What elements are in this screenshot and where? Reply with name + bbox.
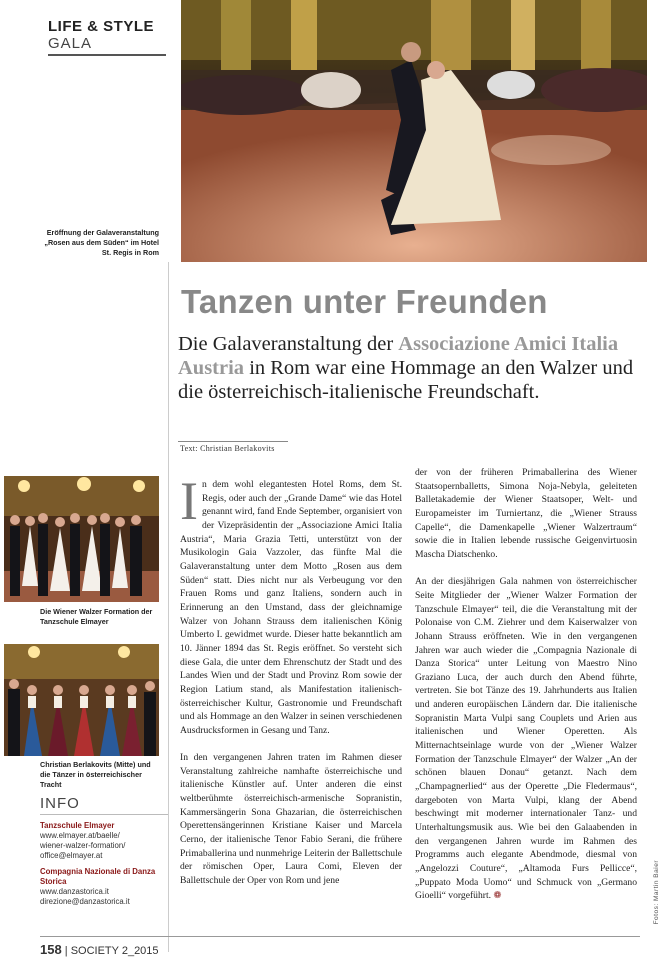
body-paragraph: der von der früheren Primaballerina des Wiener Staatsopernballetts, Simona Noja-Nebyla, geleiteten Balletakademie der Wiener Staatsoper, Welt- und Europameister im Turniertanz, die „Wiener Strauss Capelle“, die Damenkapelle „Wiener Walzertraum“ sowie die in Italien lebende russische Geigenvirtuosin Mascha Diatschenko. — [415, 467, 637, 560]
body-column-2 — [415, 466, 637, 917]
section-rule — [48, 54, 166, 56]
end-mark-icon: ❁ — [493, 890, 502, 902]
body-paragraph — [415, 575, 637, 903]
article-headline: Tanzen unter Freunden — [181, 283, 548, 320]
drop-cap: I — [180, 471, 198, 531]
deck-part2: in Rom war eine Hommage an den Walzer und die österreichisch-italienische Freundschaft. — [178, 357, 634, 403]
footer-rule — [40, 936, 640, 937]
page-number: 158 — [40, 942, 62, 957]
folio-separator: | — [64, 945, 71, 957]
photo-credit: Fotos: Martin Baier — [653, 860, 660, 925]
info-email[interactable]: direzione@danzastorica.it — [40, 897, 130, 906]
info-org: Tanzschule Elmayer — [40, 821, 115, 830]
author-credit: Text: Christian Berlakovits — [180, 444, 275, 453]
info-email[interactable]: office@elmayer.at — [40, 851, 103, 860]
magazine-issue: SOCIETY 2_2015 — [70, 945, 159, 957]
hero-caption: Eröffnung der Galaveranstaltung „Rosen aus dem Süden“ im Hotel St. Regis in Rom — [44, 228, 159, 257]
credit-rule — [178, 441, 288, 442]
paragraph-text: n dem wohl elegantesten Hotel Roms, dem St. Regis, oder auch der „Grande Dame“ wie das Hotel genannt wird, fand Ende September, organisiert von der Vizepräsidentin der „Associazione Amici Italia Austria“, Maria Grazia Tetti, unterstützt von der Musikologin Gaia Vazzoler, das fünfte Mal die Galaveranstaltung unter dem Motto „Rosen aus dem Süden“ statt. Dies nicht nur als Verbeugung vor den Frauen Roms und ganz Italiens, sondern auch in Erinnerung an den Umstand, dass der gleichnamige Walzer von Johann Strauss dem italienischen König Umberto I. gewidmet wurde. Dieser hatte bekanntlich am 10. Jänner 1894 das St. Regis eröffnet. So versteht sich diese Gala, die unter dem Ehrenschutz der Stadt und des Landes Wien und der Stadt und Provinz Rom sowie der Region Latium stand, als Manifestation italienisch-österreichischer Kultur, Gastronomie und Freundschaft und als Hommage an den Walzer in seinen verschiedenen Ausdrucksformen in Gesang und Tanz. — [180, 479, 402, 736]
info-box — [40, 795, 168, 907]
section-kicker: LIFE & STYLE — [48, 18, 155, 35]
column-divider — [168, 262, 169, 952]
info-link[interactable]: www.elmayer.at/baelle/ — [40, 831, 120, 840]
page-folio — [40, 942, 159, 957]
paragraph-text: An der diesjährigen Gala nahmen von österreichischer Seite Mitglieder der „Wiener Walzer Formation der Tanzschule Elmayer“ teil, die die Veranstaltung mit der Polonaise von C.M. Ziehrer und dem Kaiserwalzer von Johann Strauss eröffneten. Wie in den vergangenen Jahren war auch wieder die „Compagnia Nazionale di Danza Storica“ unter Leitung von Maestro Nino Graziano Luca, der auch durch den Abend führte, vertreten. Sie bot Tänze des 19. Jahrhunderts aus Italien und anderen europäischen Ländern dar. Die italienische Sopranistin Marta Vulpi sang Couplets und Arien aus italienischen und Wiener Operetten. Als Mitternachtseinlage wurde von der „Wiener Walzer Formation der Tanzschule Elmayer“ der Walzer „An der schönen blauen Donau“ getanzt. Nach dem „Champagnerlied“ aus der Operette „Die Fledermaus“, dargeboten von Marta Vulpi, klang der Abend beschwingt mit moderner internationaler Tanz- und Unterhaltungsmusik aus. Wie bei den Galaabenden in den vergangenen Jahren wurde im Rahmen des Programms auch elegante Abendmode, diesmal von „Angelozzi Couture“, „Altamoda Furs Pellicce“, „Puppato Moda Uomo“ und Schmuck von „Germano Gioelli“ vorgeführt. — [415, 576, 637, 902]
section-header — [48, 18, 176, 52]
body-paragraph — [180, 471, 402, 737]
tracht-caption: Christian Berlakovits (Mitte) und die Tänzer in österreichischer Tracht — [40, 760, 151, 789]
info-org: Compagnia Nazionale di Danza Storica — [40, 867, 156, 886]
formation-caption: Die Wiener Walzer Formation der Tanzschule Elmayer — [40, 607, 153, 626]
hero-photo — [181, 0, 647, 262]
body-column-1 — [180, 471, 402, 901]
section-sub: GALA — [48, 35, 93, 52]
info-link[interactable]: wiener-walzer-formation/ — [40, 841, 126, 850]
tracht-photo — [4, 644, 159, 756]
info-title: INFO — [40, 795, 168, 815]
deck-part1: Die Galaveranstaltung der — [178, 333, 399, 355]
formation-photo — [4, 476, 159, 602]
info-link[interactable]: www.danzastorica.it — [40, 887, 109, 896]
body-paragraph: In den vergangenen Jahren traten im Rahmen dieser Veranstaltung zahlreiche namhafte österreichische und italienische Künstler auf. Unter anderen die einst weltberühmte österreichisch-armenische Sopranistin, Kammersängerin Sona Ghazarian, die österreichischen Operettensängerinnen Kristiane Kaiser und Marcela Cerno, der italienische Tenor Fabio Serani, die frühere Primaballerina und nunmehrige Leiterin der Ballettschule der römischen Oper, Laura Comi, Eleven der Ballettschule der Oper von Rom und jene — [180, 752, 402, 887]
article-deck — [178, 332, 648, 404]
deck-highlight: Associazione Amici Italia Austria — [178, 333, 619, 379]
